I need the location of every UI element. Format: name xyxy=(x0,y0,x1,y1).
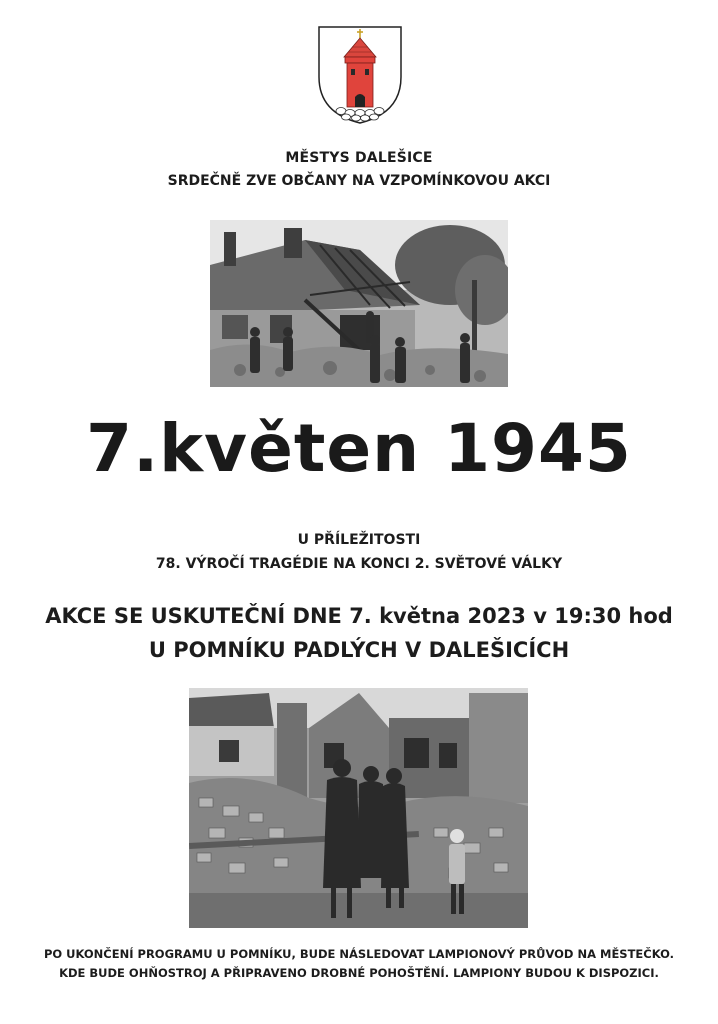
event-location: U POMNÍKU PADLÝCH V DALEŠICÍCH xyxy=(148,638,570,662)
ruins-with-people-photo xyxy=(189,688,528,928)
occasion-intro: U PŘÍLEŽITOSTI xyxy=(297,532,421,548)
headline-date: 7.květen 1945 xyxy=(86,410,632,487)
event-date-time: AKCE SE USKUTEČNÍ DNE 7. května 2023 v 19:30 hod xyxy=(45,604,673,628)
footer-program-note: PO UKONČENÍ PROGRAMU U POMNÍKU, BUDE NÁSLEDOVAT LAMPIONOVÝ PRŮVOD NA MĚSTEČKO. xyxy=(43,947,675,961)
footer-fireworks-note: KDE BUDE OHŇOSTROJ A PŘIPRAVENO DROBNÉ POHOŠTĚNÍ. LAMPIONY BUDOU K DISPOZICI. xyxy=(59,966,659,980)
org-name: MĚSTYS DALEŠICE xyxy=(285,150,433,166)
coat-of-arms-icon xyxy=(317,25,403,125)
occasion-anniversary: 78. VÝROČÍ TRAGÉDIE NA KONCI 2. SVĚTOVÉ VÁLKY xyxy=(155,556,563,572)
invitation-text: SRDEČNĚ ZVE OBČANY NA VZPOMÍNKOVOU AKCI xyxy=(167,173,551,189)
ruined-house-photo xyxy=(210,220,508,387)
